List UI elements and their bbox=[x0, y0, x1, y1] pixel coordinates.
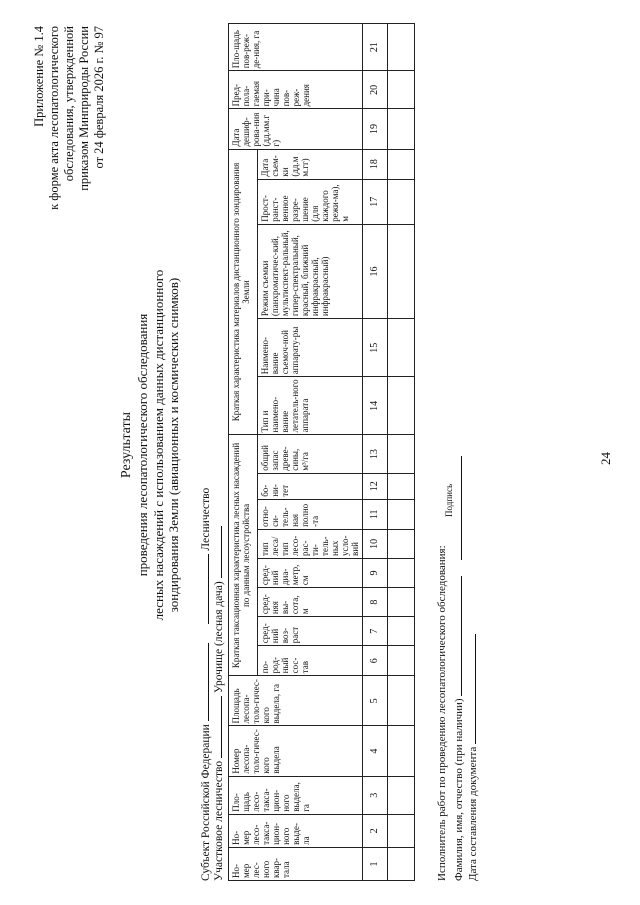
empty-cell bbox=[388, 473, 415, 499]
empty-cell bbox=[388, 529, 415, 558]
name-blank bbox=[450, 576, 462, 696]
col-decoding-date: Дата дешиф-рова-ния (дд.мм.гг) bbox=[229, 109, 363, 149]
name-label: Фамилия, имя, отчество (при наличии) bbox=[453, 698, 465, 881]
col-average-diameter: сред-ний диа-метр, см bbox=[258, 558, 363, 587]
group-taxation-header: Краткая таксационная характеристика лесных насаждений по данным лесоустройства bbox=[229, 435, 258, 676]
column-number: 6 bbox=[363, 646, 388, 676]
col-taxation-plot-number: Но-мер лесо-такса-цион-ного выде-ла bbox=[229, 814, 363, 847]
column-number: 14 bbox=[363, 377, 388, 435]
column-number: 3 bbox=[363, 776, 388, 814]
date-label: Дата составления документа bbox=[467, 746, 479, 881]
column-number: 21 bbox=[363, 24, 388, 71]
district-forestry-blank bbox=[210, 696, 222, 758]
tract-label: Урочище (лесная дача) bbox=[213, 581, 225, 694]
col-taxation-plot-area: Пло-щадь лесо-такса-цион-ного выдела, га bbox=[229, 776, 363, 814]
col-average-age: сред-ний воз-раст bbox=[258, 617, 363, 646]
col-imaging-mode: Режим съемки (панхроматичес-кий, мультиспект-ральный, гипер-спектральный, красный, ближний инфракрасный, инфракрасный) bbox=[258, 224, 363, 318]
empty-cell bbox=[388, 435, 415, 473]
subject-label: Субъект Российской Федерации bbox=[200, 724, 212, 881]
annex-line: обследования, утвержденной bbox=[62, 26, 76, 182]
col-relative-density: отно-си-тель-ная полно-та bbox=[258, 499, 363, 529]
empty-cell bbox=[388, 499, 415, 529]
empty-cell bbox=[388, 847, 415, 880]
document-title bbox=[118, 135, 182, 755]
title-line: лесных насаждений с использованием данных дистанционного bbox=[150, 269, 166, 621]
page-number: 24 bbox=[598, 452, 613, 465]
empty-cell bbox=[388, 814, 415, 847]
empty-cell bbox=[388, 24, 415, 71]
column-number: 10 bbox=[363, 529, 388, 558]
title-line: зондирования Земли (авиационных и космических снимков) bbox=[166, 277, 181, 613]
col-damage-area: Пло-щадь пов-реж-де-ния, га bbox=[229, 24, 363, 71]
col-quarter-number: Но-мер лес-ного квар-тала bbox=[229, 847, 363, 880]
col-imaging-equipment: Наимено-вание съемоч-ной аппарату-ры bbox=[258, 319, 363, 377]
title-main: Результаты bbox=[119, 411, 134, 479]
tract-blank bbox=[210, 526, 222, 578]
empty-cell bbox=[388, 377, 415, 435]
col-damage-cause: Пред-пола-гаемая при-чина пов-реж-дения bbox=[229, 71, 363, 109]
district-forestry-label: Участковое лесничество bbox=[213, 760, 225, 881]
column-number: 18 bbox=[363, 149, 388, 179]
col-spatial-resolution: Прост-ранст-венное разре-шение (для каждого режи-ма), м bbox=[258, 179, 363, 224]
column-number: 1 bbox=[363, 847, 388, 880]
empty-cell bbox=[388, 588, 415, 617]
col-forest-type: тип леса/ тип лесо-рас-ти-тель-ных усло-вий bbox=[258, 529, 363, 558]
col-aircraft-type: Тип и наимено-вание летатель-ного аппарата bbox=[258, 377, 363, 435]
column-number: 7 bbox=[363, 617, 388, 646]
column-number: 20 bbox=[363, 71, 388, 109]
empty-cell bbox=[388, 109, 415, 149]
col-species-composition: по-род-ный сос-тав bbox=[258, 646, 363, 676]
column-number: 17 bbox=[363, 179, 388, 224]
subject-blank bbox=[197, 643, 209, 721]
empty-cell bbox=[388, 558, 415, 587]
forestry-label: Лесничество bbox=[200, 487, 212, 551]
empty-cell bbox=[388, 617, 415, 646]
group-remote-sensing-header: Краткая характеристика материалов дистанционного зондирования Земли bbox=[229, 149, 258, 435]
annex-header bbox=[32, 26, 107, 276]
column-number: 2 bbox=[363, 814, 388, 847]
annex-line: к форме акта лесопатологического bbox=[47, 26, 61, 210]
executor-line: Исполнитель работ по проведению лесопатологического обследования: bbox=[436, 545, 448, 881]
col-bonitet: бо-ни-тет bbox=[258, 473, 363, 499]
col-imaging-date: Дата съем-ки (дд.мм.гг) bbox=[258, 149, 363, 179]
forestry-blank bbox=[197, 554, 209, 624]
empty-cell bbox=[388, 71, 415, 109]
empty-cell bbox=[388, 149, 415, 179]
column-number: 12 bbox=[363, 473, 388, 499]
column-number: 13 bbox=[363, 435, 388, 473]
empty-cell bbox=[388, 319, 415, 377]
empty-cell bbox=[388, 726, 415, 776]
column-number: 8 bbox=[363, 588, 388, 617]
column-number: 11 bbox=[363, 499, 388, 529]
annex-line: приказом Минприроды России bbox=[77, 26, 91, 191]
district-row bbox=[210, 526, 226, 881]
column-number: 15 bbox=[363, 319, 388, 377]
empty-cell bbox=[388, 646, 415, 676]
empty-data-row bbox=[388, 24, 415, 881]
column-number: 4 bbox=[363, 726, 388, 776]
col-average-height: сред-няя вы-сота, м bbox=[258, 588, 363, 617]
col-pathology-plot-area: Площадь лесопа-толо-гичес-кого выдела, га bbox=[229, 676, 363, 726]
results-table bbox=[228, 23, 415, 881]
empty-cell bbox=[388, 676, 415, 726]
col-total-stock: общий запас древе-сины, м³/га bbox=[258, 435, 363, 473]
column-number: 5 bbox=[363, 676, 388, 726]
empty-cell bbox=[388, 179, 415, 224]
empty-cell bbox=[388, 224, 415, 318]
date-row bbox=[464, 634, 480, 881]
column-number: 19 bbox=[363, 109, 388, 149]
empty-cell bbox=[388, 776, 415, 814]
title-line: проведения лесопатологического обследования bbox=[135, 313, 150, 577]
column-number: 9 bbox=[363, 558, 388, 587]
annex-line: Приложение № 1.4 bbox=[32, 26, 46, 127]
column-number: 16 bbox=[363, 224, 388, 318]
annex-line: от 24 февраля 2026 г. № 97 bbox=[92, 26, 106, 169]
col-pathology-plot-number: Номер лесопа-толо-гичес-кого выдела bbox=[229, 726, 363, 776]
date-blank bbox=[464, 634, 476, 744]
signature-caption: Подпись bbox=[444, 483, 454, 517]
